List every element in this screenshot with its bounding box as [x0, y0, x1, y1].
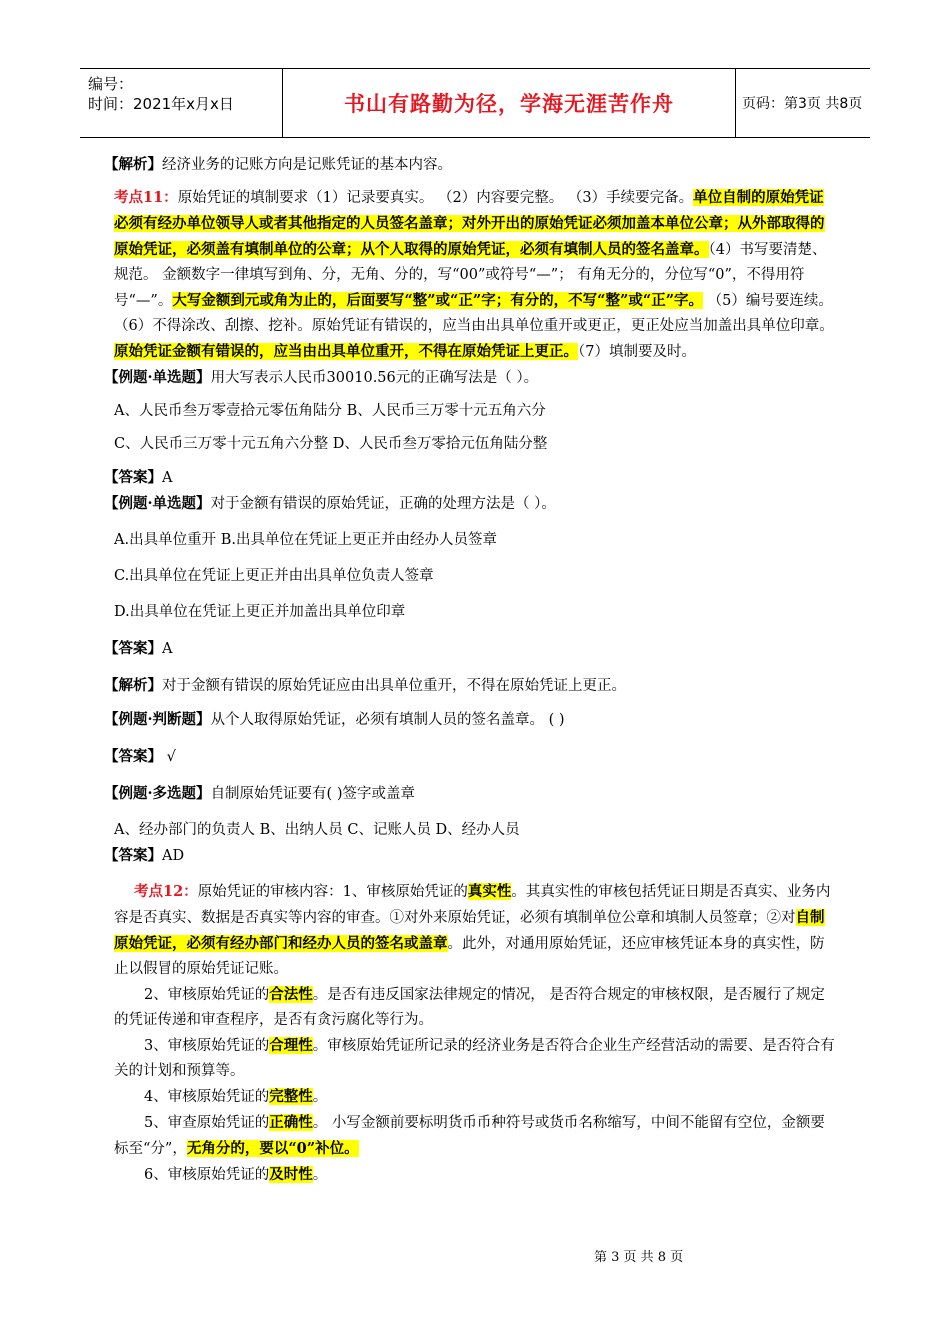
item-4-text: 。 [312, 1089, 328, 1105]
point-11-text-a: 原始凭证的填制要求（1）记录要真实。 （2）内容要完整。 （3）手续要完备。 [177, 190, 694, 206]
question-1 [104, 365, 838, 391]
item-5-lead: 5、审查原始凭证的 [144, 1115, 270, 1131]
analysis-text: 经济业务的记账方向是记账凭证的基本内容。 [162, 157, 452, 173]
document-number-label: 编号： [88, 75, 134, 93]
point-12-text-b: 。其真实性的审核包括凭证日期是否真实、业务内容是否真实、数据是否真实等内容的审查。①对外来原始凭证，必须有填制单位公章和填制人员签章；②对 [114, 884, 831, 926]
point-11-text-c: （5）编号要连续。 （6）不得涂改、刮擦、挖补。原始凭证有错误的，应当由出具单位重开或更正，更正处应当加盖出具单位印章。 [114, 293, 834, 334]
item-4-lead: 4、审核原始凭证的 [144, 1089, 270, 1105]
item-4-highlight-completeness: 完整性 [269, 1088, 313, 1105]
point-12-item-4 [114, 1084, 838, 1110]
header-motto: 书山有路勤为径，学海无涯苦作舟 [344, 91, 674, 116]
analysis-2-tag: 【解析】 [104, 677, 162, 694]
point-12-text-c: 。此外，对通用原始凭证，还应审核凭证本身的真实性，防止以假冒的原始凭证记账。 [114, 936, 825, 977]
answer-2-tag: 【答案】 [104, 640, 162, 657]
answer-3-tag: 【答案】 [104, 748, 162, 765]
analysis-2-text: 对于金额有错误的原始凭证应由出具单位重开，不得在原始凭证上更正。 [162, 678, 626, 694]
question-2-text: 对于金额有错误的原始凭证，正确的处理方法是（ ）。 [210, 496, 556, 512]
answer-4-tag: 【答案】 [104, 847, 162, 864]
question-1-tag: 【例题·单选题】 [104, 369, 211, 386]
item-5-text: 。 小写金额前要标明货币币种符号或货币名称缩写，中间不能留有空位，金额要标至“分”， [114, 1115, 825, 1157]
answer-4 [104, 843, 838, 869]
point-12-item-6 [114, 1162, 838, 1188]
item-3-lead: 3、审核原始凭证的 [144, 1038, 270, 1054]
item-3-text: 。审核原始凭证所记录的经济业务是否符合企业生产经营活动的需要、是否符合有关的计划和预算等。 [114, 1038, 835, 1079]
item-2-highlight-legality: 合法性 [269, 986, 313, 1003]
question-2-option-c: C.出具单位在凭证上更正并由出具单位负责人签章 [114, 568, 434, 584]
point-11-text-b: （4）书写要清楚、规范。 金额数字一律填写到角、分，无角、分的，写“00”或符号“—”； 有角无分的，分位写“0”，不得用符号“—”。 [114, 242, 827, 309]
point-12-item-5 [114, 1110, 838, 1162]
question-2-tag: 【例题·单选题】 [104, 495, 211, 512]
paragraph-analysis-1 [104, 152, 838, 178]
question-1-options-cd: C、人民币三万零十元五角六分整 D、人民币叁万零拾元伍角陆分整 [114, 436, 548, 452]
point-12-highlight-self-made: 自制原始凭证，必须有经办部门和经办人员的签名或盖章 [114, 909, 825, 952]
question-2-option-d: D.出具单位在凭证上更正并加盖出具单位印章 [114, 604, 406, 620]
document-body [104, 152, 838, 1188]
answer-3-text: √ [162, 749, 176, 765]
answer-2 [104, 636, 838, 662]
answer-1-tag: 【答案】 [104, 469, 162, 486]
header-right-cell [734, 69, 870, 137]
question-2 [104, 491, 838, 517]
question-4 [104, 781, 838, 807]
paragraph-point-12 [114, 879, 838, 982]
item-6-highlight-timeliness: 及时性 [269, 1166, 313, 1183]
header-page-info: 页码：第3页 共8页 [742, 96, 863, 112]
point-11-highlight-3: 原始凭证金额有错误的，应当由出具单位重开，不得在原始凭证上更正。 [114, 343, 578, 360]
tag-analysis: 【解析】 [104, 156, 162, 173]
question-4-text: 自制原始凭证要有( )签字或盖章 [210, 786, 415, 802]
point-11-highlight-1: 单位自制的原始凭证必须有经办单位领导人或者其他指定的人员签名盖章；对外开出的原始凭证必须加盖本单位公章；从外部取得的原始凭证，必须盖有填制单位的公章；从个人取得的原始凭证，必须有填制人员的签名盖章。 [114, 189, 825, 258]
question-4-tag: 【例题·多选题】 [104, 785, 211, 802]
page-header [80, 68, 870, 138]
item-5-highlight-correctness: 正确性 [269, 1114, 313, 1131]
question-3 [104, 707, 838, 733]
point-12-item-2 [114, 982, 838, 1033]
point-12-label: 考点12： [134, 883, 198, 900]
answer-4-text: AD [162, 848, 185, 864]
paragraph-point-11 [114, 185, 838, 365]
item-3-highlight-reasonableness: 合理性 [269, 1037, 313, 1054]
analysis-2 [104, 673, 838, 699]
item-6-lead: 6、审核原始凭证的 [144, 1167, 270, 1183]
header-middle-cell [282, 69, 736, 137]
page-footer: 第 3 页 共 8 页 [594, 1250, 684, 1265]
item-6-text: 。 [312, 1167, 328, 1183]
item-5-highlight-zero-fill: 无角分的，要以“0”补位。 [186, 1140, 359, 1157]
answer-1 [104, 465, 838, 491]
item-2-lead: 2、审核原始凭证的 [144, 987, 270, 1003]
point-12-highlight-authenticity: 真实性 [467, 883, 512, 900]
point-11-text-d: （7）填制要及时。 [578, 344, 696, 360]
point-11-highlight-2: 大写金额到元或角为止的，后面要写“整”或“正”字；有分的，不写“整”或“正”字。 [172, 292, 704, 309]
document-date-label: 时间：2021年x月x日 [88, 95, 234, 113]
point-12-item-3 [114, 1033, 838, 1084]
point-12-text-a: 原始凭证的审核内容：1、审核原始凭证的 [197, 884, 468, 900]
answer-3 [104, 744, 838, 770]
point-11-label: 考点11： [114, 189, 178, 206]
question-4-options: A、经办部门的负责人 B、出纳人员 C、记账人员 D、经办人员 [114, 822, 520, 838]
header-left-cell [80, 69, 282, 137]
answer-2-text: A [162, 641, 173, 657]
question-2-options-ab: A.出具单位重开 B.出具单位在凭证上更正并由经办人员签章 [114, 532, 497, 548]
question-3-text: 从个人取得原始凭证，必须有填制人员的签名盖章。 ( ) [210, 712, 565, 728]
question-1-text: 用大写表示人民币30010.56元的正确写法是（ ）。 [210, 370, 539, 386]
answer-1-text: A [162, 470, 173, 486]
question-1-options-ab: A、人民币叁万零壹拾元零伍角陆分 B、人民币三万零十元五角六分 [114, 403, 546, 419]
question-3-tag: 【例题·判断题】 [104, 711, 211, 728]
item-2-text: 。是否有违反国家法律规定的情况， 是否符合规定的审核权限，是否履行了规定的凭证传递和审查程序，是否有贪污腐化等行为。 [114, 987, 825, 1028]
